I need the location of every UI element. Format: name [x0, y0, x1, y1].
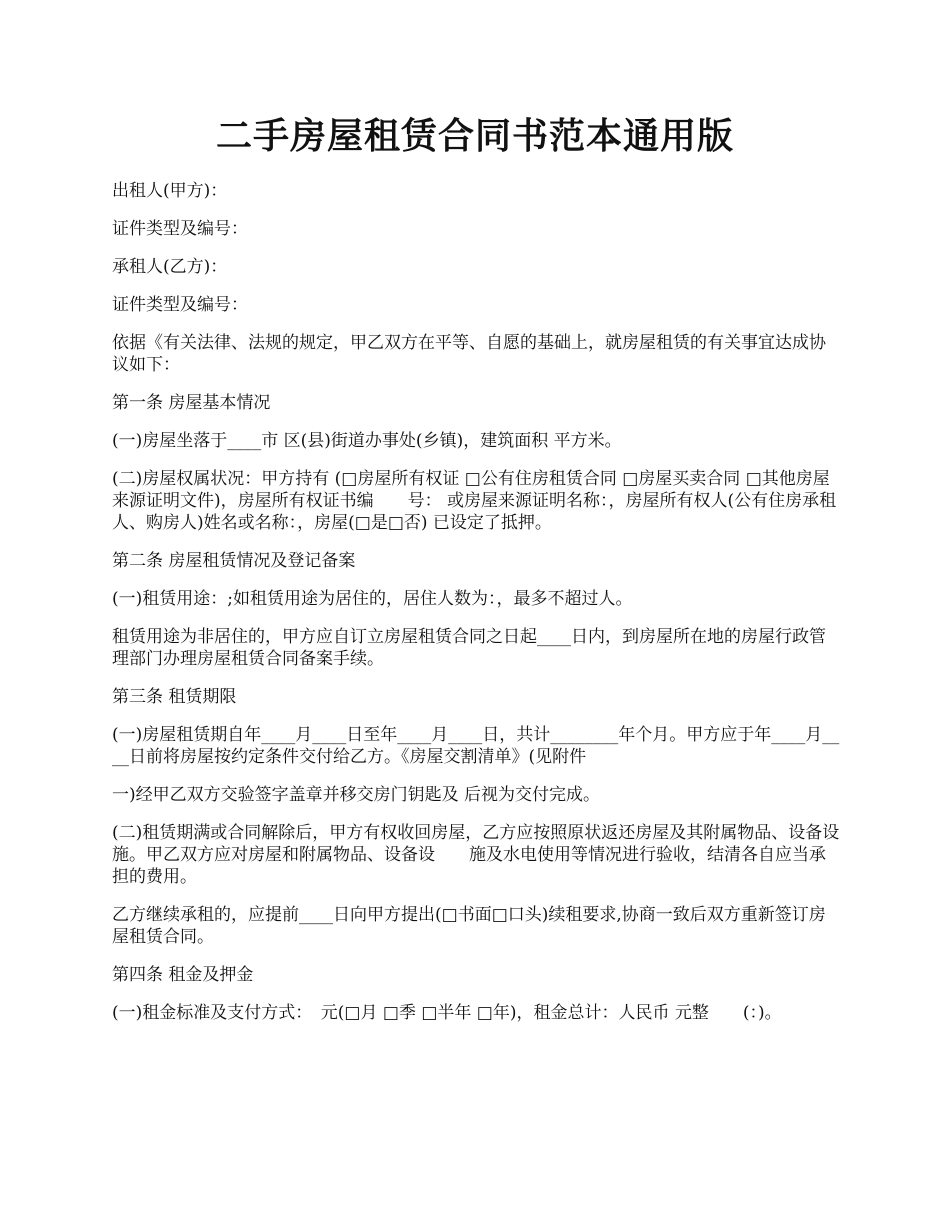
article-4-clause-1: (一)租金标准及支付方式： 元(□月 □季 □半年 □年)，租金总计：人民币 元整 (：)。	[112, 1003, 782, 1023]
document-title: 二手房屋租赁合同书范本通用版	[215, 115, 734, 157]
article-3-clause-2: (二)租赁期满或合同解除后，甲方有权收回房屋，乙方应按照原状返还房屋及其附属物品、设备设施。甲乙双方应对房屋和附属物品、设备设 施及水电使用等情况进行验收，结清各自应当承担的费用。	[112, 823, 840, 887]
article-3-clause-1: (一)房屋租赁期自年____月____日至年____月____日，共计________年个月。甲方应于年____月____日前将房屋按约定条件交付给乙方。《房屋交割清单》(见附件	[112, 725, 840, 767]
paragraph-lessee: 承租人(乙方)：	[112, 257, 228, 277]
article-2-clause-1-note: 租赁用途为非居住的，甲方应自订立房屋租赁合同之日起____日内，到房屋所在地的房屋行政管理部门办理房屋租赁合同备案手续。	[112, 627, 826, 669]
paragraph-lessee-id: 证件类型及编号：	[112, 295, 248, 315]
article-3-heading: 第三条 租赁期限	[112, 687, 237, 707]
article-3-clause-1-cont: 一)经甲乙双方交验签字盖章并移交房门钥匙及 后视为交付完成。	[112, 785, 601, 805]
article-2-heading: 第二条 房屋租赁情况及登记备案	[112, 551, 356, 571]
paragraph-lessor: 出租人(甲方)：	[112, 181, 228, 201]
article-3-renewal: 乙方继续承租的，应提前____日向甲方提出(□书面□口头)续租要求,协商一致后双方重新签订房屋租赁合同。	[112, 905, 826, 947]
document-body	[112, 180, 842, 1040]
article-4-heading: 第四条 租金及押金	[112, 965, 254, 985]
paragraph-preamble: 依据《有关法律、法规的规定，甲乙双方在平等、自愿的基础上，就房屋租赁的有关事宜达成协议如下：	[112, 333, 826, 375]
article-1-clause-2: (二)房屋权属状况：甲方持有 (□房屋所有权证 □公有住房租赁合同 □房屋买卖合同 □其他房屋来源证明文件)，房屋所有权证书编 号： 或房屋来源证明名称：，房屋所有权人(公有住房承租人、购房人)姓名或名称：，房屋(□是□否) 已设定了抵押。	[112, 469, 837, 533]
paragraph-lessor-id: 证件类型及编号：	[112, 219, 248, 239]
article-2-clause-1: (一)租赁用途：;如租赁用途为居住的，居住人数为：，最多不超过人。	[112, 589, 633, 609]
article-1-clause-1: (一)房屋坐落于____市 区(县)街道办事处(乡镇)，建筑面积 平方米。	[112, 431, 622, 451]
article-1-heading: 第一条 房屋基本情况	[112, 393, 271, 413]
